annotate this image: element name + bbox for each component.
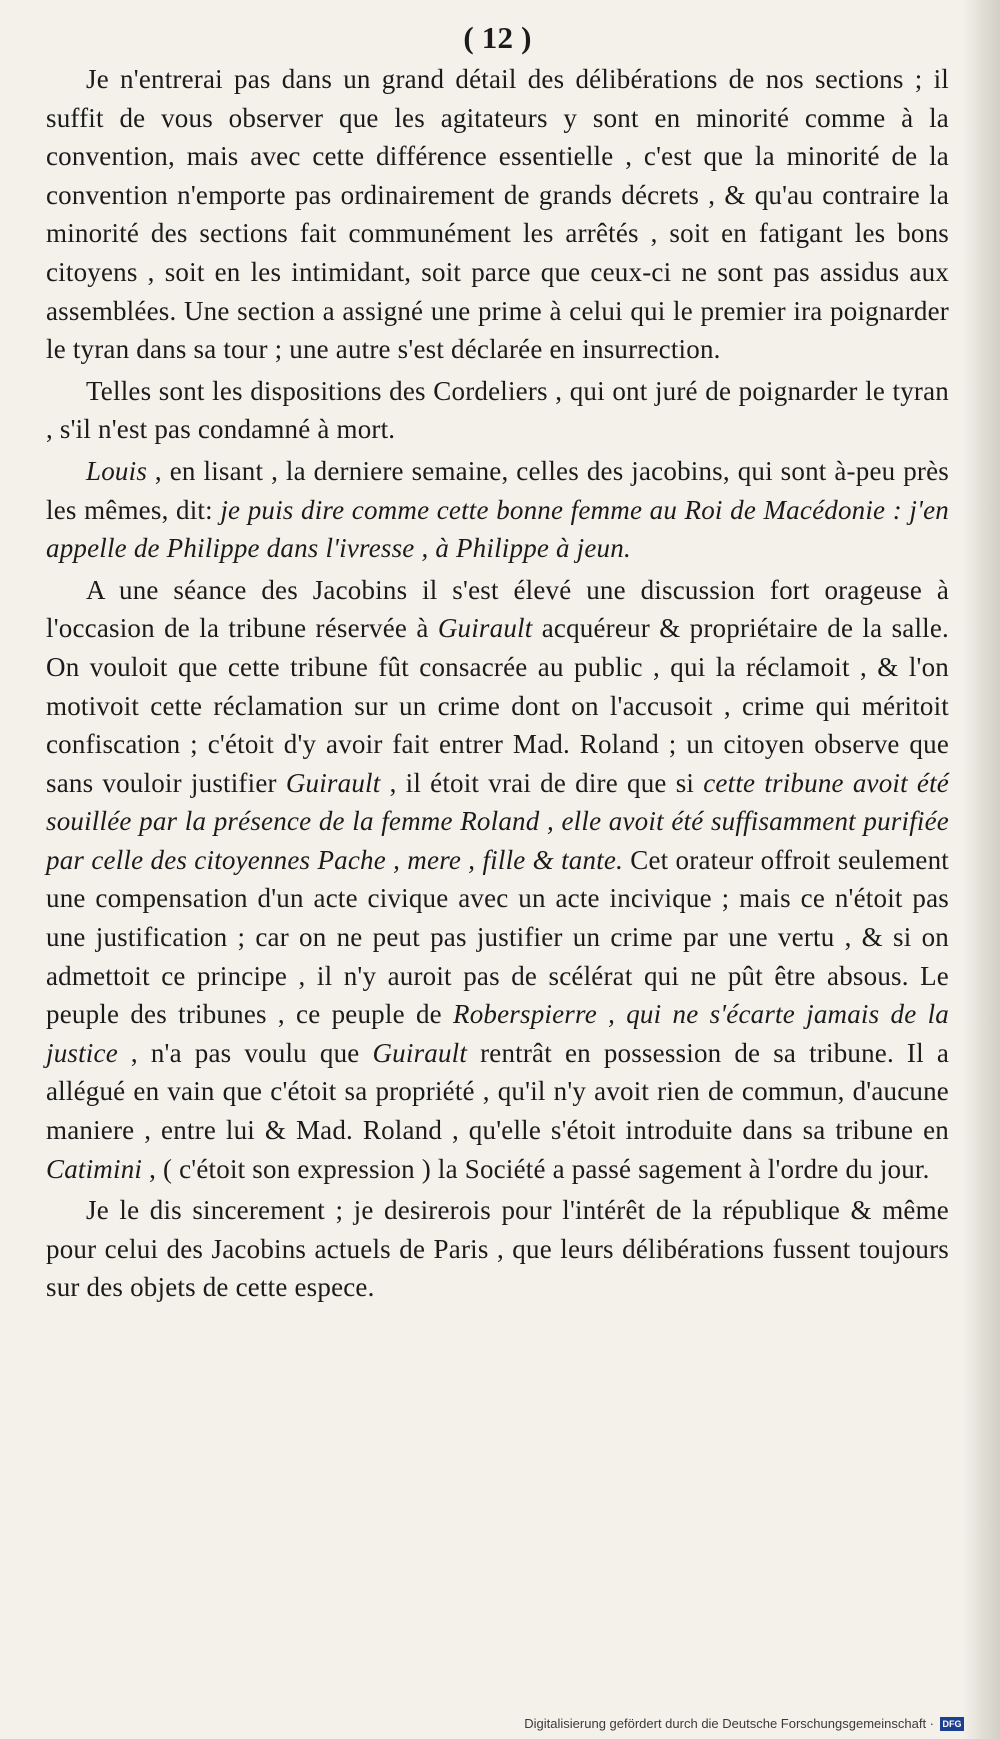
italic-text-run: Louis bbox=[86, 455, 148, 486]
footer-text: Digitalisierung gefördert durch die Deutsche Forschungsgemeinschaft · bbox=[524, 1716, 934, 1731]
italic-text-run: je puis dire comme cette bonne femme au Roi de Macédonie : j'en appelle de Philippe dans l'ivresse , à Philippe à jeun. bbox=[46, 494, 949, 564]
text-run: Cet orateur offroit seulement une compensation d'un acte civique avec un acte incivique ; mais ce n'étoit pas une justification ; car on ne peut pas justifier un crime par une vertu , & si on admettoit ce principe , il n'y auroit pas de scélérat qui ne pût être absous. Le peuple des tribunes , ce peuple de bbox=[46, 844, 949, 1030]
paragraph bbox=[46, 60, 949, 369]
text-run: , ( c'étoit son expression ) la Société a passé sagement à l'ordre du jour. bbox=[142, 1153, 930, 1184]
text-run: Je le dis sincerement ; je desirerois pour l'intérêt de la république & même pour celui des Jacobins actuels de Paris , que leurs délibérations fussent toujours sur des objets de cette espece. bbox=[46, 1195, 949, 1303]
italic-text-run: cette tribune avoit été souillée par la présence de la femme Roland , elle avoit été suffisamment purifiée par celle des citoyennes Pache , mere , fille & tante. bbox=[46, 767, 949, 875]
text-run: Telles sont les dispositions des Cordeliers , qui ont juré de poignarder le tyran , s'il n'est pas condamné à mort. bbox=[46, 375, 949, 445]
paragraph bbox=[46, 372, 949, 449]
text-run: , n'a pas voulu que bbox=[117, 1037, 373, 1068]
dfg-logo-icon: DFG bbox=[940, 1717, 964, 1731]
italic-text-run: Guirault bbox=[285, 767, 381, 798]
text-run: , il étoit vrai de dire que si bbox=[380, 767, 704, 798]
text-run: Je n'entrerai pas dans un grand détail des délibérations de nos sections ; il suffit de vous observer que les agitateurs y sont en minorité comme à la convention, mais avec cette différence essentielle , c'est que la minorité de la convention n'emporte pas ordinairement de grands décrets , & qu'au contraire la minorité des sections fait communément les arrêtés , soit en fatigant les bons citoyens , soit en les intimidant, soit parce que ceux-ci ne sont pas assidus aux assemblées. Une section a assigné une prime à celui qui le premier ira poignarder le tyran dans sa tour ; une autre s'est déclarée en insurrection. bbox=[46, 64, 949, 365]
page-number: ( 12 ) bbox=[463, 20, 532, 55]
text-run: rentrât en possession de sa tribune. Il a allégué en vain que c'étoit sa propriété , qu'il n'y avoit rien de commun, d'aucune maniere , entre lui & Mad. Roland , qu'elle s'étoit introduite dans sa tribune en bbox=[46, 1037, 950, 1146]
text-run: A une séance des Jacobins il s'est élevé une discussion fort orageuse à l'occasion de la tribune réservée à bbox=[46, 574, 949, 644]
italic-text-run: Guirault bbox=[372, 1037, 468, 1068]
page-text bbox=[46, 18, 949, 1310]
italic-text-run: Catimini bbox=[46, 1153, 143, 1184]
italic-text-run: Guirault bbox=[437, 613, 533, 644]
paragraph bbox=[46, 1191, 949, 1307]
text-run: acquéreur & propriétaire de la salle. On vouloit que cette tribune fût consacrée au public , qui la réclamoit , & l'on motivoit cette réclamation sur un crime dont on l'accusoit , crime qui méritoit confiscation ; c'étoit d'y avoir fait entrer Mad. Roland ; un citoyen observe que sans vouloir justifier bbox=[46, 613, 949, 798]
footer-credit bbox=[524, 1716, 964, 1731]
italic-text-run: Roberspierre , qui ne s'écarte jamais de la justice bbox=[46, 999, 949, 1068]
paragraph bbox=[46, 571, 949, 1189]
text-run: , en lisant , la derniere semaine, celles des jacobins, qui sont à-peu près les mêmes, dit: bbox=[46, 455, 949, 525]
paragraph bbox=[46, 452, 949, 568]
body-text bbox=[46, 60, 949, 1307]
page-edge-shadow bbox=[962, 0, 1000, 1739]
